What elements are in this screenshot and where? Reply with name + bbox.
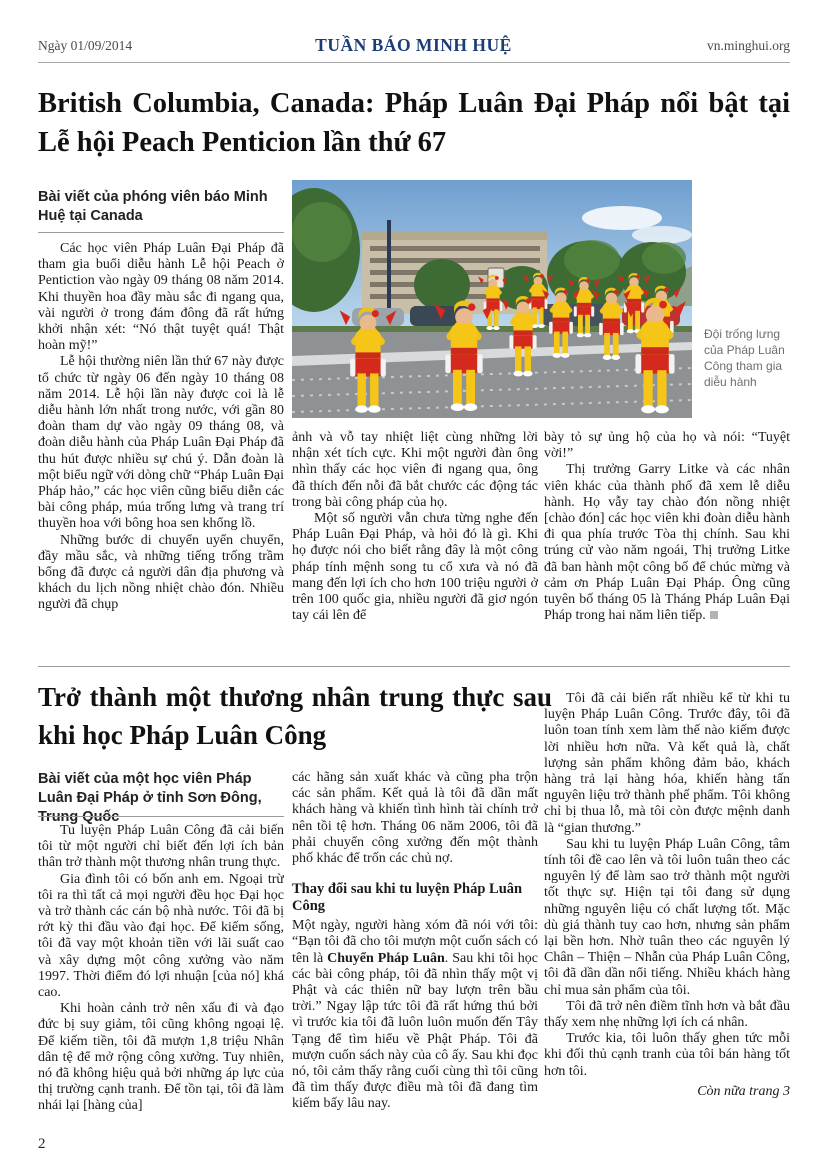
paragraph: Gia đình tôi có bốn anh em. Ngoại trừ tôi ra thì tất cả mọi người đều học Đại học và trở thành các cán bộ nhà nước. Tôi đã bị rớt kỳ thi đầu vào đại học. Để kiếm sống, tôi đã vay một khoản tiền với lãi suất cao và xây dựng một công xưởng vào năm 1997. Thời điểm đó lợi nhuận [của nó] khá cao.: [38, 871, 284, 1001]
article1-headline: British Columbia, Canada: Pháp Luân Đại Pháp nổi bật tại Lễ hội Peach Penticion lần thứ 67: [38, 88, 790, 158]
article1-byline: Bài viết của phóng viên báo Minh Huệ tại Canada: [38, 189, 268, 224]
paragraph: [292, 918, 538, 1112]
paragraph: các hãng sản xuất khác và cũng pha trộn các sản phẩm. Kết quả là tôi đã dần mất khách hàng và khiến tình hình tài chính trở nên tồi tệ hơn. Tháng 06 năm 2006, tôi đã phải chuyển công xưởng đến một thành phố khác để trốn các chủ nợ.: [292, 770, 538, 867]
article2-byline: Bài viết của một học viên Pháp Luân Đại Pháp ở tỉnh Sơn Đông, Trung Quốc: [38, 771, 262, 825]
paragraph: [544, 462, 790, 624]
article2-column-2: [292, 770, 538, 1138]
parade-photo: [292, 180, 692, 418]
header-divider: [38, 62, 790, 63]
issue-date: Ngày 01/09/2014: [38, 38, 133, 53]
masthead-title: TUẦN BÁO MINH HUỆ: [315, 35, 512, 55]
paragraph-text: Thị trưởng Garry Litke và các nhân viên khác của thành phố đã xem lễ diễu hành. Họ vẫy tay chào đón nồng nhiệt [chào đón] các học viên khi đoàn diễu hành đi qua phía trước Tòa thị chính. Sau khi trúng cử vào năm ngoái, Thị trưởng Litke đã ban hành một công bố để chúc mừng và cảm ơn Pháp Luân Đại Pháp. Ông cũng tuyên bố tháng 05 là Tháng Pháp Luân Đại Pháp trong hai năm liên tiếp.: [544, 462, 790, 624]
paragraph: bày tỏ sự ủng hộ của họ và nói: “Tuyệt vời!”: [544, 430, 790, 462]
article-divider: [38, 666, 790, 667]
paragraph: ảnh và vỗ tay nhiệt liệt cùng những lời nhận xét tích cực. Khi một người đàn ông nhìn thấy các học viên đi ngang qua, ông đã thích đến nỗi đã bắt chước các động tác trong bài công pháp của họ.: [292, 430, 538, 510]
article2-headline: Trở thành một thương nhân trung thực sau khi học Pháp Luân Công: [38, 682, 552, 750]
paragraph-text: . Sau khi tôi học các bài công pháp, tôi đã nhìn thấy một vị Phật và các thiên nữ bay lượn trên bầu trời.” Ngay lập tức tôi đã rất hứng thú bởi vì trước kia tôi đã luôn luôn muốn đến Tây Tạng để tìm hiểu về Phật Pháp. Tôi đã mượn cuốn sách này của cô ấy. Sau khi đọc nó, tôi cảm thấy rằng cuối cùng thì tôi cũng đã tìm thấy được điều mà tôi đã đang tìm kiếm bấy lâu nay.: [292, 950, 538, 1112]
paragraph-text: Một ngày, người hàng xóm đã nói với tôi: “Bạn tôi đã cho tôi mượn một cuốn sách có tên là: [292, 918, 538, 966]
article1-column-2: [292, 430, 538, 665]
article1-column-3: [544, 430, 790, 665]
article1-column-1: [38, 241, 284, 665]
article2-column-1: [38, 823, 284, 1135]
page-number: 2: [38, 1136, 46, 1152]
paragraph: Các học viên Pháp Luân Đại Pháp đã tham gia buổi diễu hành Lễ hội Peach ở Pentiction vào ngày 09 tháng 08 năm 2014. Khi thuyền hoa đầy màu sắc đi ngang qua, vài người ở trong đám đông đã rất hứng khởi nhận xét: “Nó thật tuyệt quá! Thật hoàn mỹ!”: [38, 241, 284, 354]
paragraph: Tôi đã cải biến rất nhiều kể từ khi tu luyện Pháp Luân Công. Trước đây, tôi đã luôn toan tính xem làm thế nào kiếm được lời nhiều hơn nữa. Và kết quả là, chất lượng sản phẩm không đảm bảo, khách hàng trả lại hàng hóa, khiến hàng tấn nguyên liệu trở thành phế phẩm. Tôi không chỉ bị thua lỗ, mà tôi còn được mệnh danh là “gian thương.”: [544, 691, 790, 836]
article2-column-3: [544, 691, 790, 1141]
website-url: vn.minghui.org: [706, 38, 790, 53]
section-subheading: Thay đổi sau khi tu luyện Pháp Luân Công: [292, 881, 523, 915]
end-of-article-marker: [710, 611, 718, 619]
paragraph: Trước kia, tôi luôn thấy ghen tức mỗi khi đối thủ cạnh tranh của tôi bán hàng tốt hơn tôi.: [544, 1031, 790, 1079]
paragraph: Những bước di chuyển uyển chuyển, đầy mầu sắc, và những tiếng trống trầm bổng đã được cả người dân địa phương và khách du lịch nồng nhiệt chào đón. Nhiều người đã chụp: [38, 532, 284, 613]
photo-caption: Đội trống lưng của Pháp Luân Công tham gia diễu hành: [704, 327, 785, 389]
paragraph: Lễ hội thường niên lần thứ 67 này được tổ chức từ ngày 06 đến ngày 10 tháng 08 năm 2014. Lễ hội lần này được coi là lễ diễu hành lớn nhất trong nước, với gần 80 đoàn tham dự vào ngày 09 tháng 08, và đoàn diễu hành của Pháp Luân Đại Pháp đã thu hút được nhiều sự chú ý. Dẫn đoàn là một biểu ngữ với dòng chữ “Pháp Luân Đại Pháp hảo,” các học viên cũng biểu diễn các bài công pháp, múa trống lưng và trang trí thuyền hoa với bông hoa sen khổng lồ.: [38, 354, 284, 532]
paragraph: Tôi đã trở nên điềm tĩnh hơn và bắt đầu thấy xem nhẹ những lợi ích cá nhân.: [544, 998, 790, 1031]
book-title: Chuyển Pháp Luân: [327, 950, 445, 966]
paragraph: Tu luyện Pháp Luân Công đã cải biến tôi từ một người chỉ biết đến lợi ích bản thân trở thành một thương nhân trung thực.: [38, 823, 284, 871]
paragraph: Khi hoàn cảnh trở nên xấu đi và đạo đức bị suy giảm, tôi cũng không ngoại lệ. Để kiếm tiền, tôi đã mượn 1,8 triệu Nhân dân tệ để mở rộng công xưởng. Tuy nhiên, nó đã không hiệu quả bởi những áp lực của thị trường cạnh tranh. Để tồn tại, tôi đã làm nhái lại [hàng của]: [38, 1001, 284, 1114]
paragraph: Một số người vẫn chưa từng nghe đến Pháp Luân Đại Pháp, và hỏi đó là gì. Khi họ được nói cho biết rằng đây là một công pháp tính mệnh song tu cổ xưa và nó đã mang đến lợi ích cho hơn 100 triệu người ở trên 100 quốc gia, nhiều người đã giơ ngón tay cái lên để: [292, 511, 538, 624]
continued-on-page-note: Còn nữa trang 3: [697, 1083, 790, 1099]
byline-divider: [38, 232, 284, 233]
paragraph: Sau khi tu luyện Pháp Luân Công, tâm tính tôi đề cao lên và tôi luôn tuân theo các nguyên lý để làm sao trở thành một người tốt thực sự. Hiện tại tôi đang sử dụng những nguyên liệu có chất lượng tốt. Mặc dù giá thành tuy cao hơn, nhưng sản phẩm lại bền hơn. Nhờ tuân theo các nguyên lý Chân – Thiện – Nhẫn của Pháp Luân Công, tôi đã dần dần nổi tiếng. Nhiều khách hàng chỉ mua sản phẩm của tôi.: [544, 836, 790, 998]
byline-divider: [38, 816, 284, 817]
